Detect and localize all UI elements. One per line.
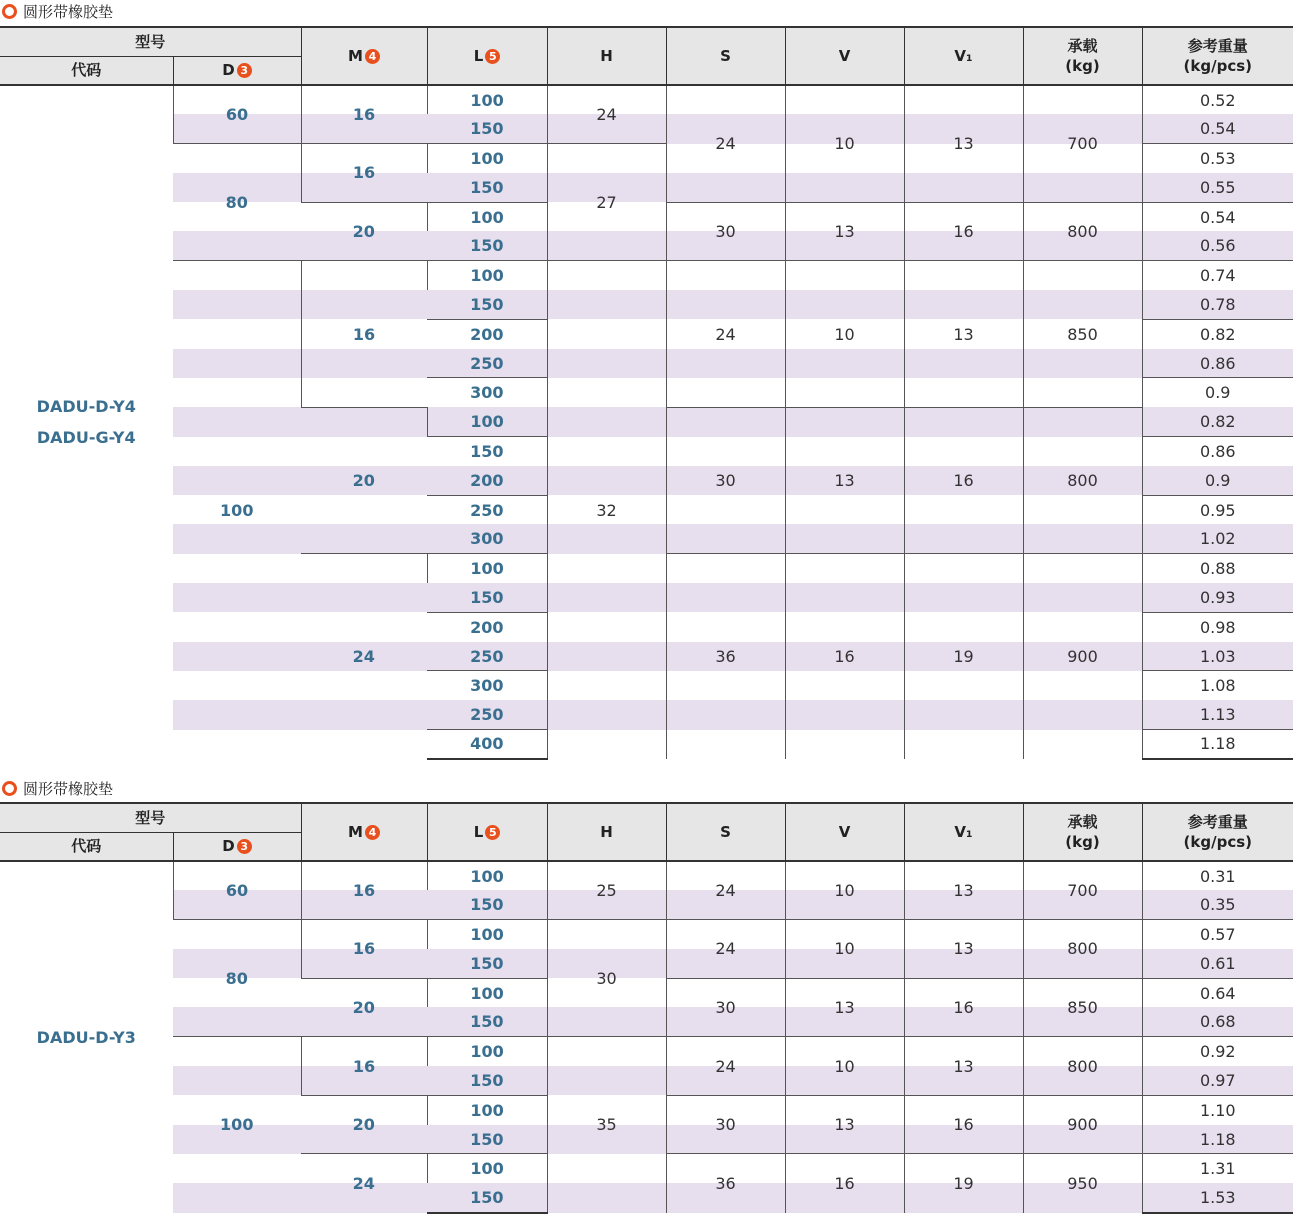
weight-value-cell: 0.35 bbox=[1142, 890, 1293, 919]
weight-value-cell: 0.61 bbox=[1142, 949, 1293, 978]
v-value-cell: 13 bbox=[785, 407, 904, 553]
s-value-cell: 36 bbox=[666, 1154, 785, 1213]
l-value-cell: 100 bbox=[427, 861, 547, 890]
header-v: V bbox=[785, 803, 904, 861]
l-value-cell: 150 bbox=[427, 949, 547, 978]
weight-value-cell: 0.86 bbox=[1142, 349, 1293, 378]
h-value-cell: 35 bbox=[547, 1037, 666, 1213]
m-value-cell: 24 bbox=[301, 1154, 427, 1213]
section-title bbox=[0, 0, 113, 22]
badge-3-icon: 3 bbox=[237, 839, 252, 854]
weight-value-cell: 1.31 bbox=[1142, 1154, 1293, 1183]
d-value-cell: 60 bbox=[173, 861, 301, 920]
load-value-cell: 850 bbox=[1023, 978, 1142, 1037]
weight-value-cell: 0.86 bbox=[1142, 437, 1293, 466]
load-value-cell: 850 bbox=[1023, 261, 1142, 407]
weight-value-cell: 0.64 bbox=[1142, 978, 1293, 1007]
header-d: D 3 bbox=[173, 832, 301, 861]
circle-bullet-icon bbox=[2, 4, 17, 19]
v1-value-cell: 19 bbox=[904, 554, 1023, 759]
weight-value-cell: 0.54 bbox=[1142, 114, 1293, 143]
weight-value-cell: 0.78 bbox=[1142, 290, 1293, 319]
header-d: D 3 bbox=[173, 56, 301, 85]
l-value-cell: 100 bbox=[427, 407, 547, 436]
weight-value-cell: 0.53 bbox=[1142, 144, 1293, 173]
m-value-cell: 20 bbox=[301, 1095, 427, 1154]
spec-table-y4 bbox=[0, 26, 1293, 760]
l-value-cell: 150 bbox=[427, 1125, 547, 1154]
weight-value-cell: 0.93 bbox=[1142, 583, 1293, 612]
s-value-cell: 24 bbox=[666, 861, 785, 920]
weight-value-cell: 0.55 bbox=[1142, 173, 1293, 202]
l-value-cell: 150 bbox=[427, 231, 547, 260]
l-value-cell: 200 bbox=[427, 466, 547, 495]
section-title bbox=[0, 777, 113, 799]
d-value-cell: 80 bbox=[173, 920, 301, 1037]
l-value-cell: 100 bbox=[427, 554, 547, 583]
header-h: H bbox=[547, 803, 666, 861]
model-code-cell bbox=[0, 861, 173, 1213]
v-value-cell: 16 bbox=[785, 1154, 904, 1213]
load-value-cell: 800 bbox=[1023, 202, 1142, 261]
l-value-cell: 250 bbox=[427, 495, 547, 524]
weight-value-cell: 0.88 bbox=[1142, 554, 1293, 583]
v1-value-cell: 13 bbox=[904, 861, 1023, 920]
m-value-cell: 16 bbox=[301, 85, 427, 144]
m-value-cell: 16 bbox=[301, 920, 427, 979]
weight-value-cell: 0.92 bbox=[1142, 1037, 1293, 1066]
h-value-cell: 32 bbox=[547, 261, 666, 759]
l-value-cell: 200 bbox=[427, 612, 547, 641]
header-weight: 参考重量 (kg/pcs) bbox=[1142, 27, 1293, 85]
m-value-cell: 16 bbox=[301, 261, 427, 407]
header-v1: V₁ bbox=[904, 803, 1023, 861]
l-value-cell: 100 bbox=[427, 144, 547, 173]
header-load: 承载 (kg) bbox=[1023, 803, 1142, 861]
model-code-cell bbox=[0, 85, 173, 759]
weight-value-cell: 0.57 bbox=[1142, 920, 1293, 949]
l-value-cell: 300 bbox=[427, 524, 547, 553]
load-value-cell: 700 bbox=[1023, 85, 1142, 202]
table-row bbox=[0, 1037, 1293, 1066]
l-value-cell: 150 bbox=[427, 583, 547, 612]
v1-value-cell: 16 bbox=[904, 978, 1023, 1037]
spec-table-y3 bbox=[0, 802, 1293, 1214]
model-code: DADU-D-Y4 bbox=[36, 397, 136, 417]
v-value-cell: 13 bbox=[785, 978, 904, 1037]
v-value-cell: 16 bbox=[785, 554, 904, 759]
weight-value-cell: 1.53 bbox=[1142, 1183, 1293, 1212]
v1-value-cell: 16 bbox=[904, 202, 1023, 261]
weight-value-cell: 0.56 bbox=[1142, 231, 1293, 260]
d-value-cell: 100 bbox=[173, 261, 301, 759]
header-h: H bbox=[547, 27, 666, 85]
v-value-cell: 13 bbox=[785, 1095, 904, 1154]
header-l: L 5 bbox=[427, 803, 547, 861]
header-model: 型号 bbox=[0, 27, 301, 56]
weight-value-cell: 1.18 bbox=[1142, 730, 1293, 759]
l-value-cell: 250 bbox=[427, 642, 547, 671]
weight-value-cell: 0.68 bbox=[1142, 1007, 1293, 1036]
h-value-cell: 27 bbox=[547, 144, 666, 261]
m-value-cell: 16 bbox=[301, 1037, 427, 1096]
weight-value-cell: 1.03 bbox=[1142, 642, 1293, 671]
badge-4-icon: 4 bbox=[365, 49, 380, 64]
m-value-cell: 20 bbox=[301, 978, 427, 1037]
v-value-cell: 10 bbox=[785, 920, 904, 979]
header-weight: 参考重量 (kg/pcs) bbox=[1142, 803, 1293, 861]
l-value-cell: 250 bbox=[427, 700, 547, 729]
l-value-cell: 100 bbox=[427, 920, 547, 949]
table-row bbox=[0, 861, 1293, 890]
weight-value-cell: 0.82 bbox=[1142, 407, 1293, 436]
s-value-cell: 36 bbox=[666, 554, 785, 759]
v-value-cell: 10 bbox=[785, 861, 904, 920]
header-v: V bbox=[785, 27, 904, 85]
badge-5-icon: 5 bbox=[485, 825, 500, 840]
v1-value-cell: 13 bbox=[904, 85, 1023, 202]
m-value-cell: 20 bbox=[301, 407, 427, 553]
spec-table bbox=[0, 26, 1293, 760]
weight-value-cell: 1.02 bbox=[1142, 524, 1293, 553]
v-value-cell: 13 bbox=[785, 202, 904, 261]
weight-value-cell: 0.97 bbox=[1142, 1066, 1293, 1095]
circle-bullet-icon bbox=[2, 781, 17, 796]
l-value-cell: 100 bbox=[427, 85, 547, 114]
m-value-cell: 16 bbox=[301, 144, 427, 203]
l-value-cell: 150 bbox=[427, 1007, 547, 1036]
header-m: M 4 bbox=[301, 803, 427, 861]
load-value-cell: 800 bbox=[1023, 1037, 1142, 1096]
h-value-cell: 30 bbox=[547, 920, 666, 1037]
l-value-cell: 100 bbox=[427, 1095, 547, 1124]
v1-value-cell: 16 bbox=[904, 1095, 1023, 1154]
section-title-text: 圆形带橡胶垫 bbox=[23, 2, 114, 21]
v1-value-cell: 13 bbox=[904, 1037, 1023, 1096]
header-model: 型号 bbox=[0, 803, 301, 832]
h-value-cell: 24 bbox=[547, 85, 666, 144]
l-value-cell: 150 bbox=[427, 1183, 547, 1212]
l-value-cell: 150 bbox=[427, 1066, 547, 1095]
l-value-cell: 150 bbox=[427, 173, 547, 202]
l-value-cell: 100 bbox=[427, 1154, 547, 1183]
l-value-cell: 300 bbox=[427, 671, 547, 700]
s-value-cell: 30 bbox=[666, 202, 785, 261]
v-value-cell: 10 bbox=[785, 1037, 904, 1096]
s-value-cell: 30 bbox=[666, 407, 785, 553]
m-value-cell: 24 bbox=[301, 554, 427, 759]
header-v1: V₁ bbox=[904, 27, 1023, 85]
weight-value-cell: 0.82 bbox=[1142, 319, 1293, 348]
load-value-cell: 700 bbox=[1023, 861, 1142, 920]
d-value-cell: 60 bbox=[173, 85, 301, 144]
l-value-cell: 200 bbox=[427, 319, 547, 348]
l-value-cell: 250 bbox=[427, 349, 547, 378]
weight-value-cell: 0.9 bbox=[1142, 466, 1293, 495]
v-value-cell: 10 bbox=[785, 85, 904, 202]
weight-value-cell: 0.31 bbox=[1142, 861, 1293, 890]
load-value-cell: 900 bbox=[1023, 1095, 1142, 1154]
l-value-cell: 150 bbox=[427, 114, 547, 143]
l-value-cell: 150 bbox=[427, 437, 547, 466]
weight-value-cell: 1.08 bbox=[1142, 671, 1293, 700]
l-value-cell: 150 bbox=[427, 290, 547, 319]
s-value-cell: 24 bbox=[666, 261, 785, 407]
header-load: 承载 (kg) bbox=[1023, 27, 1142, 85]
l-value-cell: 100 bbox=[427, 202, 547, 231]
weight-value-cell: 0.95 bbox=[1142, 495, 1293, 524]
section-title-text: 圆形带橡胶垫 bbox=[23, 779, 114, 798]
d-value-cell: 100 bbox=[173, 1037, 301, 1213]
weight-value-cell: 1.13 bbox=[1142, 700, 1293, 729]
weight-value-cell: 1.10 bbox=[1142, 1095, 1293, 1124]
header-s: S bbox=[666, 27, 785, 85]
weight-value-cell: 1.18 bbox=[1142, 1125, 1293, 1154]
badge-4-icon: 4 bbox=[365, 825, 380, 840]
header-s: S bbox=[666, 803, 785, 861]
s-value-cell: 24 bbox=[666, 85, 785, 202]
l-value-cell: 100 bbox=[427, 261, 547, 290]
weight-value-cell: 0.52 bbox=[1142, 85, 1293, 114]
model-code: DADU-D-Y3 bbox=[36, 1027, 136, 1047]
v-value-cell: 10 bbox=[785, 261, 904, 407]
s-value-cell: 30 bbox=[666, 978, 785, 1037]
m-value-cell: 16 bbox=[301, 861, 427, 920]
load-value-cell: 950 bbox=[1023, 1154, 1142, 1213]
model-code: DADU-G-Y4 bbox=[36, 428, 136, 448]
s-value-cell: 24 bbox=[666, 920, 785, 979]
s-value-cell: 30 bbox=[666, 1095, 785, 1154]
v1-value-cell: 16 bbox=[904, 407, 1023, 553]
header-code: 代码 bbox=[0, 56, 173, 85]
spec-table bbox=[0, 802, 1293, 1214]
badge-5-icon: 5 bbox=[485, 49, 500, 64]
table-row bbox=[0, 261, 1293, 290]
header-code: 代码 bbox=[0, 832, 173, 861]
l-value-cell: 150 bbox=[427, 890, 547, 919]
l-value-cell: 400 bbox=[427, 730, 547, 759]
s-value-cell: 24 bbox=[666, 1037, 785, 1096]
header-m: M 4 bbox=[301, 27, 427, 85]
m-value-cell: 20 bbox=[301, 202, 427, 261]
weight-value-cell: 0.98 bbox=[1142, 612, 1293, 641]
l-value-cell: 300 bbox=[427, 378, 547, 407]
weight-value-cell: 0.54 bbox=[1142, 202, 1293, 231]
v1-value-cell: 13 bbox=[904, 261, 1023, 407]
badge-3-icon: 3 bbox=[237, 63, 252, 78]
table-row bbox=[0, 920, 1293, 949]
v1-value-cell: 13 bbox=[904, 920, 1023, 979]
h-value-cell: 25 bbox=[547, 861, 666, 920]
v1-value-cell: 19 bbox=[904, 1154, 1023, 1213]
load-value-cell: 900 bbox=[1023, 554, 1142, 759]
weight-value-cell: 0.9 bbox=[1142, 378, 1293, 407]
table-row bbox=[0, 85, 1293, 114]
d-value-cell: 80 bbox=[173, 144, 301, 261]
l-value-cell: 100 bbox=[427, 1037, 547, 1066]
l-value-cell: 100 bbox=[427, 978, 547, 1007]
weight-value-cell: 0.74 bbox=[1142, 261, 1293, 290]
load-value-cell: 800 bbox=[1023, 920, 1142, 979]
header-l: L 5 bbox=[427, 27, 547, 85]
load-value-cell: 800 bbox=[1023, 407, 1142, 553]
